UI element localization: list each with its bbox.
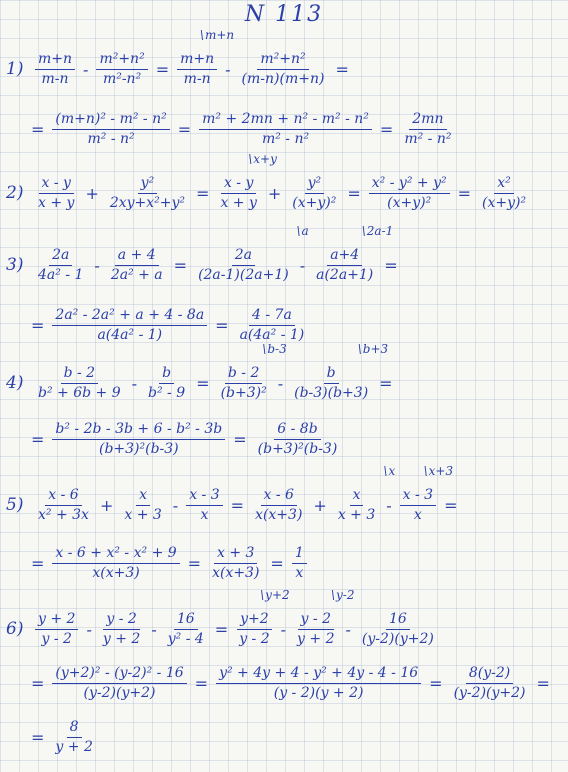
numerator: a+4 [327,246,362,266]
denominator: y² - 4 [167,630,204,647]
denominator: (b+3)²(b-3) [98,440,179,457]
numerator: m+n [35,50,75,70]
fraction [216,664,421,703]
math-operator: + [99,495,114,515]
numerator: y+2 [237,610,272,630]
fraction [209,544,262,583]
numerator: (y+2)² - (y-2)² - 16 [52,664,186,684]
math-operator: - [94,255,100,275]
fraction-term [142,364,191,403]
denominator: m-n [183,70,211,87]
fraction-term [174,27,235,89]
fraction [451,664,529,703]
numerator: x - 6 [261,486,297,506]
numerator: a + 4 [115,246,159,266]
denominator: m² - n² [87,130,135,147]
fraction-term [236,50,331,89]
fraction [289,174,339,213]
math-operator: = [31,119,45,139]
denominator: x + 3 [337,506,376,523]
denominator: x + y [38,194,75,211]
numerator: 2a [49,246,72,266]
fraction-term [162,610,210,649]
fraction-term [286,174,342,213]
fraction [35,610,78,649]
numerator: b [324,364,339,384]
numerator: 2mn [409,110,446,130]
fraction-term [49,718,98,757]
fraction-term [32,364,127,403]
fraction-term [192,223,309,285]
math-operator: = [379,119,394,139]
fraction-term [288,341,389,403]
math-operator: + [267,183,282,203]
math-operator: = [230,495,245,515]
numerator: x - 6 [45,486,81,506]
denominator: x [413,506,422,523]
denominator: x(x+3) [92,564,140,581]
fraction-term [49,306,210,345]
fraction [401,110,454,149]
numerator: 1 [292,544,307,564]
fraction [400,486,436,525]
fraction [359,610,437,649]
problem-6-line-1 [6,587,562,660]
fraction-term [448,664,532,703]
problem-number: 4) [6,373,24,393]
fraction-term [206,544,265,583]
denominator: y - 2 [41,630,72,647]
fraction [236,610,272,649]
fraction-term [356,610,440,649]
numerator: x² - y² + y² [369,174,450,194]
denominator: a(4a² - 1) [97,326,163,343]
denominator: b² - 9 [148,384,186,401]
math-operator: = [536,673,550,693]
fraction [291,364,371,403]
denominator: m²-n² [102,70,142,87]
fraction-term [32,486,95,525]
fraction-term [249,486,308,525]
fraction [199,110,372,149]
numerator: (m+n)² - m² - n² [52,110,169,130]
fraction [239,50,328,89]
denominator: x² + 3x [38,506,89,523]
denominator: 2xy+x²+y² [109,194,186,211]
math-operator: - [277,373,284,393]
fraction [195,246,292,285]
numerator: 8(y-2) [466,664,513,684]
denominator: x(x+3) [255,506,303,523]
denominator: x [200,506,209,523]
numerator: x [350,486,364,506]
denominator: (b-3)(b+3) [294,384,369,401]
numerator: y² + 4y + 4 - y² + 4y - 4 - 16 [216,664,421,684]
extra-multiplier: \ y+2 [260,588,290,602]
math-operator: = [233,429,247,449]
math-operator: + [313,495,327,515]
denominator: 2a² + a [110,266,163,283]
math-operator: - [386,495,392,515]
fraction [313,246,376,285]
math-operator: = [187,553,202,573]
fraction [294,610,337,649]
fraction-term [289,544,310,583]
math-operator: = [214,619,229,639]
math-operator: - [83,59,89,79]
fraction-term [32,246,89,285]
extra-multiplier: \ b-3 [262,342,286,356]
fraction-term [252,420,344,459]
denominator: (y - 2)(y + 2) [273,684,364,701]
denominator: (x+y)² [292,194,337,211]
denominator: m-n [41,70,69,87]
math-operator: = [196,373,210,393]
fraction [35,174,77,213]
problem-number: 2) [6,183,24,203]
fraction-term [32,174,80,213]
fraction-term [32,50,78,89]
math-operator: = [31,429,45,449]
fraction [52,664,186,703]
math-operator: - [299,255,306,275]
fraction [252,486,305,525]
math-operator: = [384,255,398,275]
fraction [217,174,259,213]
fraction [52,306,207,345]
math-operator: = [457,183,471,203]
math-operator: - [280,619,287,639]
fraction-term [183,486,225,525]
math-operator: = [177,119,192,139]
denominator: x + 3 [124,506,162,523]
numerator: y² [305,174,325,194]
math-operator: = [429,673,443,693]
numerator: y - 2 [103,610,139,630]
denominator: (y-2)(y+2) [453,684,526,701]
math-operator: = [379,373,393,393]
fraction [108,246,166,285]
denominator: x [295,564,304,581]
extra-multiplier: \ x [383,464,395,478]
numerator: 2a² - 2a² + a + 4 - 8a [52,306,207,326]
fraction [35,246,86,285]
problem-1-line-1 [6,27,562,100]
fraction-term [398,110,457,149]
denominator: b² + 6b + 9 [38,384,121,401]
problem-6-line-2 [6,652,562,714]
denominator: a(4a² - 1) [239,326,305,343]
fraction [165,610,207,649]
extra-multiplier: \ x+3 [424,464,454,478]
extra-multiplier: \ 2a-1 [362,224,394,238]
denominator: (y-2)(y+2) [361,630,434,647]
numerator: y - 2 [298,610,334,630]
problem-number: 1) [6,59,24,79]
math-operator: = [173,255,188,275]
math-operator: = [31,315,45,335]
numerator: 6 - 8b [274,420,320,440]
numerator: b [159,364,174,384]
denominator: 4a² - 1 [38,266,84,283]
denominator: (b+3)² [220,384,267,401]
denominator: (b+3)²(b-3) [257,440,338,457]
numerator: b² - 2b - 3b + 6 - b² - 3b [52,420,225,440]
numerator: m²+n² [257,50,308,70]
fraction [177,50,217,89]
math-operator: = [155,59,170,79]
fraction [52,718,95,757]
denominator: (y-2)(y+2) [83,684,156,701]
problem-4-line-1 [6,341,562,414]
denominator: y + 2 [297,630,335,647]
denominator: x + y [220,194,257,211]
numerator: 16 [174,610,198,630]
fraction-term [215,341,287,403]
extra-multiplier: \ a [297,224,309,238]
math-operator: - [131,373,138,393]
extra-multiplier: \ x+y [248,152,277,166]
numerator: x² [494,174,514,194]
fraction-term [32,610,81,649]
fraction [218,364,270,403]
denominator: (2a-1)(2a+1) [198,266,289,283]
fraction-term [213,664,424,703]
math-operator: - [345,619,351,639]
fraction-term [476,174,532,213]
numerator: x + 3 [214,544,257,564]
fraction [100,610,143,649]
math-operator: = [194,673,209,693]
denominator: (x+y)² [482,194,527,211]
numerator: m+n [177,50,217,70]
fraction-term [49,420,228,459]
fraction-term [105,246,169,285]
fraction [52,420,225,459]
numerator: 4 - 7a [249,306,295,326]
problem-3-line-1 [6,223,562,296]
fraction-term [97,610,146,649]
fraction [186,486,222,525]
fraction [52,544,179,583]
math-operator: = [270,553,284,573]
fraction [255,420,341,459]
math-operator: - [86,619,92,639]
fraction [52,110,169,149]
math-operator: - [151,619,157,639]
numerator: m² + 2mn + n² - m² - n² [199,110,372,130]
fraction-term [49,544,182,583]
extra-multiplier: \ m+n [200,28,234,42]
numerator: 16 [386,610,410,630]
math-operator: = [31,553,45,573]
fraction-term [397,463,454,525]
problem-number: 6) [6,619,24,639]
extra-multiplier: \ b+3 [358,342,388,356]
numerator: x - y [39,174,74,194]
fraction-term [310,223,394,285]
fraction-term [118,486,167,525]
fraction-term [196,110,375,149]
fraction-term [49,664,189,703]
denominator: a(2a+1) [316,266,374,283]
math-operator: = [215,315,229,335]
numerator: b - 2 [225,364,263,384]
numerator: x - y [221,174,256,194]
math-operator: - [172,495,179,515]
fraction [35,364,124,403]
extra-multiplier: \ y-2 [331,588,355,602]
fraction [35,50,75,89]
numerator: 8 [67,718,82,738]
numerator: b - 2 [61,364,99,384]
fraction-term [366,174,453,213]
fraction [369,174,450,213]
numerator: x - 3 [400,486,436,506]
math-operator: = [31,727,45,747]
page-title: N 113 [244,2,324,27]
problem-5-line-1 [6,463,562,536]
fraction-term [104,174,191,213]
numerator: x [136,486,150,506]
fraction-term [49,110,172,149]
denominator: m² - n² [261,130,310,147]
math-operator: = [444,495,458,515]
fraction-term [234,306,311,345]
fraction-term [332,463,396,525]
denominator: (m-n)(m+n) [241,70,325,87]
problem-2-line-1 [6,151,562,224]
problem-6-line-3 [6,706,562,768]
denominator: x(x+3) [212,564,260,581]
fraction [96,50,147,89]
problem-1-line-2 [6,98,562,160]
math-operator: = [335,59,349,79]
denominator: y + 2 [102,630,141,647]
math-operator: = [31,673,45,693]
denominator: (x+y)² [387,194,432,211]
fraction [479,174,529,213]
numerator: 2a [232,246,255,266]
fraction [335,486,378,525]
fraction [107,174,188,213]
numerator: x - 6 + x² - x² + 9 [52,544,179,564]
fraction [35,486,92,525]
fraction-term [233,587,290,649]
numerator: x - 3 [186,486,222,506]
fraction [121,486,164,525]
math-operator: = [196,183,210,203]
fraction-term [214,151,277,213]
fraction [237,306,308,345]
problem-4-line-2 [6,408,562,470]
numerator: y + 2 [35,610,78,630]
math-operator: + [85,183,99,203]
denominator: y - 2 [239,630,270,647]
problem-number: 3) [6,255,24,275]
denominator: m² - n² [404,130,452,147]
fraction [292,544,307,583]
numerator: y² [138,174,158,194]
fraction-term [291,587,355,649]
fraction-term [93,50,150,89]
numerator: m²+n² [96,50,147,70]
denominator: y + 2 [55,738,93,755]
fraction [145,364,188,403]
math-operator: = [347,183,361,203]
problem-number: 5) [6,495,24,515]
problem-5-line-2 [6,532,562,594]
math-operator: - [225,59,231,79]
